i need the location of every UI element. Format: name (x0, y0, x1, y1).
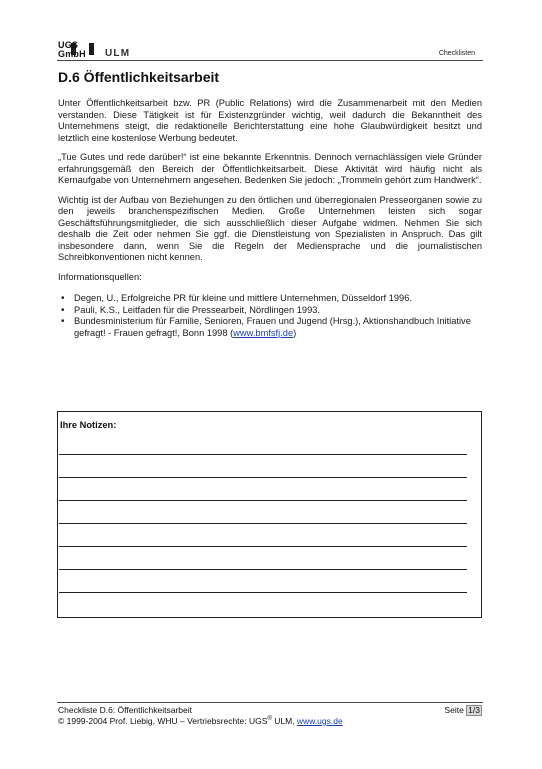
footer-info (58, 705, 343, 727)
page-title: D.6 Öffentlichkeitsarbeit (58, 69, 220, 85)
note-line[interactable] (59, 546, 467, 547)
ugs-link[interactable]: www.ugs.de (296, 716, 343, 726)
page-label: Seite (444, 705, 467, 715)
source-text: Degen, U., Erfolgreiche PR für kleine und mittlere Unternehmen, Düsseldorf 1996. (74, 293, 412, 303)
header-divider (57, 60, 483, 61)
notes-label: Ihre Notizen: (60, 420, 117, 430)
copyright-text: © 1999-2004 Prof. Liebig, WHU – Vertriebsrechte: UGS (58, 716, 268, 726)
note-line[interactable] (59, 454, 467, 455)
copyright-line (58, 716, 343, 727)
paragraph: Wichtig ist der Aufbau von Beziehungen zu den örtlichen und überregionalen Presseorganen sowie zu den jeweils branchenspezifischen Medien. Große Unternehmen leisten sich sogar Geschäftsführungsmitglieder, die sich ausschließlich dieser Aufgabe widmen. Nehmen Sie sich deshalb die Zeit oder nehmen Sie ggf. die Dienstleistung von Spezialisten in Anspruch. Das gilt insbesondere dann, wenn Sie die Regeln der Mediensprache und die journalistischen Schreibkonventionen nicht kennen. (58, 194, 482, 262)
section-label: Checklisten (438, 50, 475, 57)
note-line[interactable] (59, 523, 467, 524)
paragraph: Unter Öffentlichkeitsarbeit bzw. PR (Public Relations) wird die Zusammenarbeit mit den Medien verstanden. Diese Tätigkeit ist für Existenzgründer wichtig, weil dadurch die Bekanntheit des Unternehmens steigt, die redaktionelle Berichterstattung eine hohe Glaubwürdigkeit besitzt und letztlich eine kostenlose Werbung bedeutet. (58, 98, 482, 143)
copyright-city: ULM, (271, 716, 297, 726)
logo-mark (58, 40, 102, 59)
checklist-label: Checkliste D.6: Öffentlichkeitsarbeit (58, 705, 193, 715)
page-indicator (444, 705, 482, 716)
registered-mark: ® (267, 716, 272, 723)
list-item (74, 305, 482, 317)
logo-city: ULM (105, 48, 131, 59)
page-header (57, 40, 483, 59)
ugs-logo (58, 40, 131, 59)
sources-list (58, 293, 482, 339)
note-line[interactable] (59, 477, 467, 478)
page-number: 1/3 (468, 705, 480, 715)
logo-text: UGS GmbH (58, 40, 86, 59)
bmfsfj-link[interactable]: www.bmfsfj.de (233, 327, 294, 338)
paragraph: „Tue Gutes und rede darüber!“ ist eine bekannte Erkenntnis. Dennoch vernachlässigen viele Gründer erfahrungsgemäß den Bereich der Öffentlichkeitsarbeit. Diese Aktivität wird häufig nicht als Kernaufgabe von Unternehmern angesehen. Bedenken Sie jedoch: „Trommeln gehört zum Handwerk“. (58, 152, 482, 185)
note-line[interactable] (59, 592, 467, 593)
main-content (58, 98, 482, 339)
note-line[interactable] (59, 569, 467, 570)
sources-heading: Informationsquellen: (58, 271, 142, 282)
notes-box (57, 411, 482, 618)
note-line[interactable] (59, 500, 467, 501)
list-item (74, 293, 482, 305)
list-item (74, 316, 482, 339)
source-text: Pauli, K.S., Leitfaden für die Pressearbeit, Nördlingen 1993. (74, 304, 320, 315)
footer-divider (57, 702, 483, 703)
source-suffix: ) (293, 327, 297, 338)
source-text: Bundesministerium für Familie, Senioren, Frauen und Jugend (Hrsg.), Aktionshandbuch Initiative gefragt! - Frauen gefragt!, Bonn 1998 ( (74, 316, 471, 338)
